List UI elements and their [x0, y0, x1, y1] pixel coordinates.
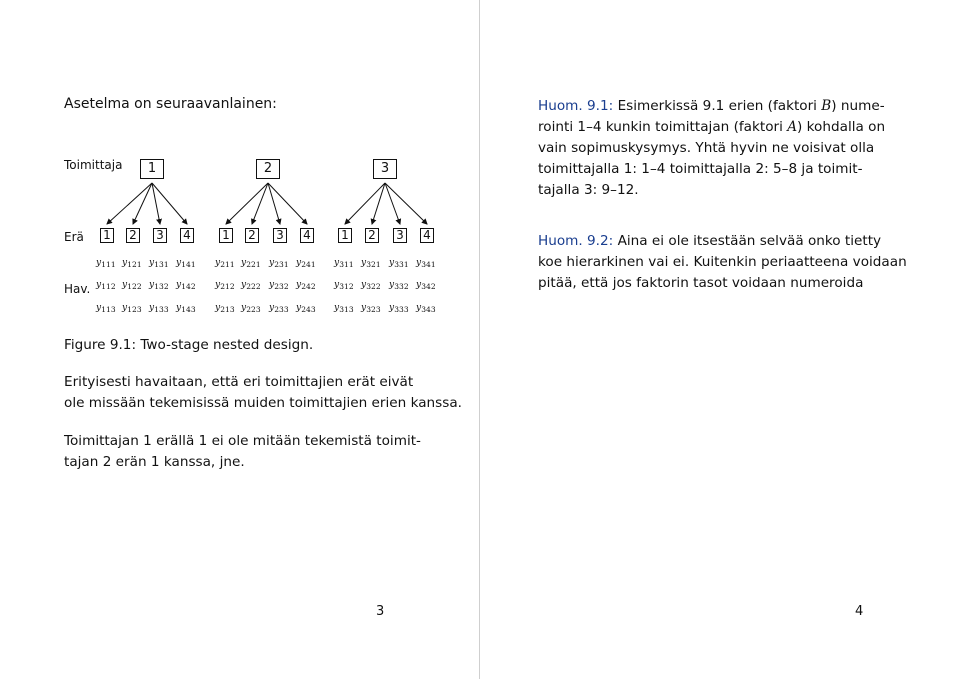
- observation-cell: $y_{323}$: [361, 303, 381, 314]
- nesting-arrow: [152, 183, 187, 224]
- batch-box: 4: [300, 228, 314, 243]
- observation-cell: $y_{322}$: [361, 280, 381, 291]
- paragraph-1-line-2: ole missään tekemisissä muiden toimittajien erien kanssa.: [64, 395, 462, 411]
- nesting-arrow: [385, 183, 427, 224]
- observation-cell: $y_{121}$: [122, 258, 142, 269]
- batch-box: 4: [420, 228, 434, 243]
- note-9-1: [538, 96, 885, 201]
- note-9-1-line-4: toimittajalla 1: 1–4 toimittajalla 2: 5–8 ja toimit-: [538, 161, 863, 177]
- observation-cell: $y_{223}$: [241, 303, 261, 314]
- observation-cell: $y_{241}$: [296, 258, 316, 269]
- observation-cell: $y_{112}$: [96, 280, 116, 291]
- batch-box: 3: [273, 228, 287, 243]
- batch-box: 2: [365, 228, 379, 243]
- observation-cell: $y_{243}$: [296, 303, 316, 314]
- batch-box: 2: [126, 228, 140, 243]
- observation-cell: $y_{142}$: [176, 280, 196, 291]
- nesting-arrow: [152, 183, 160, 224]
- observation-label: Hav.: [64, 282, 91, 296]
- right-page: [480, 0, 959, 679]
- paragraph-2-line-1: Toimittajan 1 erällä 1 ei ole mitään tekemistä toimit-: [64, 433, 421, 449]
- batch-box: 3: [153, 228, 167, 243]
- observation-cell: $y_{333}$: [389, 303, 409, 314]
- nesting-arrow: [385, 183, 400, 224]
- supplier-box-1: 1: [140, 159, 164, 179]
- observation-cell: $y_{131}$: [149, 258, 169, 269]
- note-9-2-heading: Huom. 9.2:: [538, 233, 614, 249]
- observation-cell: $y_{132}$: [149, 280, 169, 291]
- note-9-2-line-1: Aina ei ole itsestään selvää onko tietty: [617, 233, 882, 249]
- nesting-arrow: [252, 183, 268, 224]
- observation-cell: $y_{232}$: [269, 280, 289, 291]
- observation-cell: $y_{321}$: [361, 258, 381, 269]
- note-9-2-line-3: pitää, että jos faktorin tasot voidaan numeroida: [538, 275, 864, 291]
- note-9-1-line-1: Esimerkissä 9.1 erien (faktori B) nume-: [617, 98, 885, 114]
- nesting-arrow: [133, 183, 152, 224]
- paragraph-1-line-1: Erityisesti havaitaan, että eri toimittajien erät eivät: [64, 374, 414, 390]
- page-number-right: 4: [855, 604, 864, 619]
- paragraph-2-line-2: tajan 2 erän 1 kanssa, jne.: [64, 454, 245, 470]
- batch-box: 3: [393, 228, 407, 243]
- supplier-box-2: 2: [256, 159, 280, 179]
- observation-cell: $y_{211}$: [215, 258, 235, 269]
- batch-box: 1: [219, 228, 233, 243]
- batch-box: 1: [100, 228, 114, 243]
- observation-cell: $y_{242}$: [296, 280, 316, 291]
- observation-cell: $y_{332}$: [389, 280, 409, 291]
- note-9-2: [538, 231, 907, 294]
- supplier-box-3: 3: [373, 159, 397, 179]
- paragraph-1: [64, 372, 462, 414]
- observation-cell: $y_{231}$: [269, 258, 289, 269]
- observation-cell: $y_{141}$: [176, 258, 196, 269]
- batch-label: Erä: [64, 230, 84, 244]
- supplier-label: Toimittaja: [64, 158, 123, 172]
- intro-text: Asetelma on seuraavanlainen:: [64, 96, 277, 112]
- observation-cell: $y_{212}$: [215, 280, 235, 291]
- observation-cell: $y_{222}$: [241, 280, 261, 291]
- nesting-arrow: [107, 183, 152, 224]
- observation-cell: $y_{342}$: [416, 280, 436, 291]
- observation-cell: $y_{122}$: [122, 280, 142, 291]
- batch-box: 2: [245, 228, 259, 243]
- observation-cell: $y_{123}$: [122, 303, 142, 314]
- observation-cell: $y_{313}$: [334, 303, 354, 314]
- observation-cell: $y_{331}$: [389, 258, 409, 269]
- note-9-1-line-2: rointi 1–4 kunkin toimittajan (faktori A) kohdalla on: [538, 119, 886, 135]
- page-number-left: 3: [376, 604, 385, 619]
- observation-cell: $y_{113}$: [96, 303, 116, 314]
- note-9-1-line-5: tajalla 3: 9–12.: [538, 182, 639, 198]
- observation-cell: $y_{133}$: [149, 303, 169, 314]
- figure-caption: Figure 9.1: Two-stage nested design.: [64, 337, 314, 353]
- observation-cell: $y_{213}$: [215, 303, 235, 314]
- observation-cell: $y_{143}$: [176, 303, 196, 314]
- note-9-2-line-2: koe hierarkinen vai ei. Kuitenkin periaatteena voidaan: [538, 254, 907, 270]
- observation-cell: $y_{312}$: [334, 280, 354, 291]
- observation-cell: $y_{233}$: [269, 303, 289, 314]
- observation-cell: $y_{343}$: [416, 303, 436, 314]
- batch-box: 4: [180, 228, 194, 243]
- observation-cell: $y_{111}$: [96, 258, 116, 269]
- note-9-1-heading: Huom. 9.1:: [538, 98, 614, 114]
- observation-cell: $y_{311}$: [334, 258, 354, 269]
- observation-cell: $y_{221}$: [241, 258, 261, 269]
- note-9-1-line-3: vain sopimuskysymys. Yhtä hyvin ne voisivat olla: [538, 140, 875, 156]
- observation-cell: $y_{341}$: [416, 258, 436, 269]
- nesting-arrow: [226, 183, 268, 224]
- batch-box: 1: [338, 228, 352, 243]
- paragraph-2: [64, 431, 421, 473]
